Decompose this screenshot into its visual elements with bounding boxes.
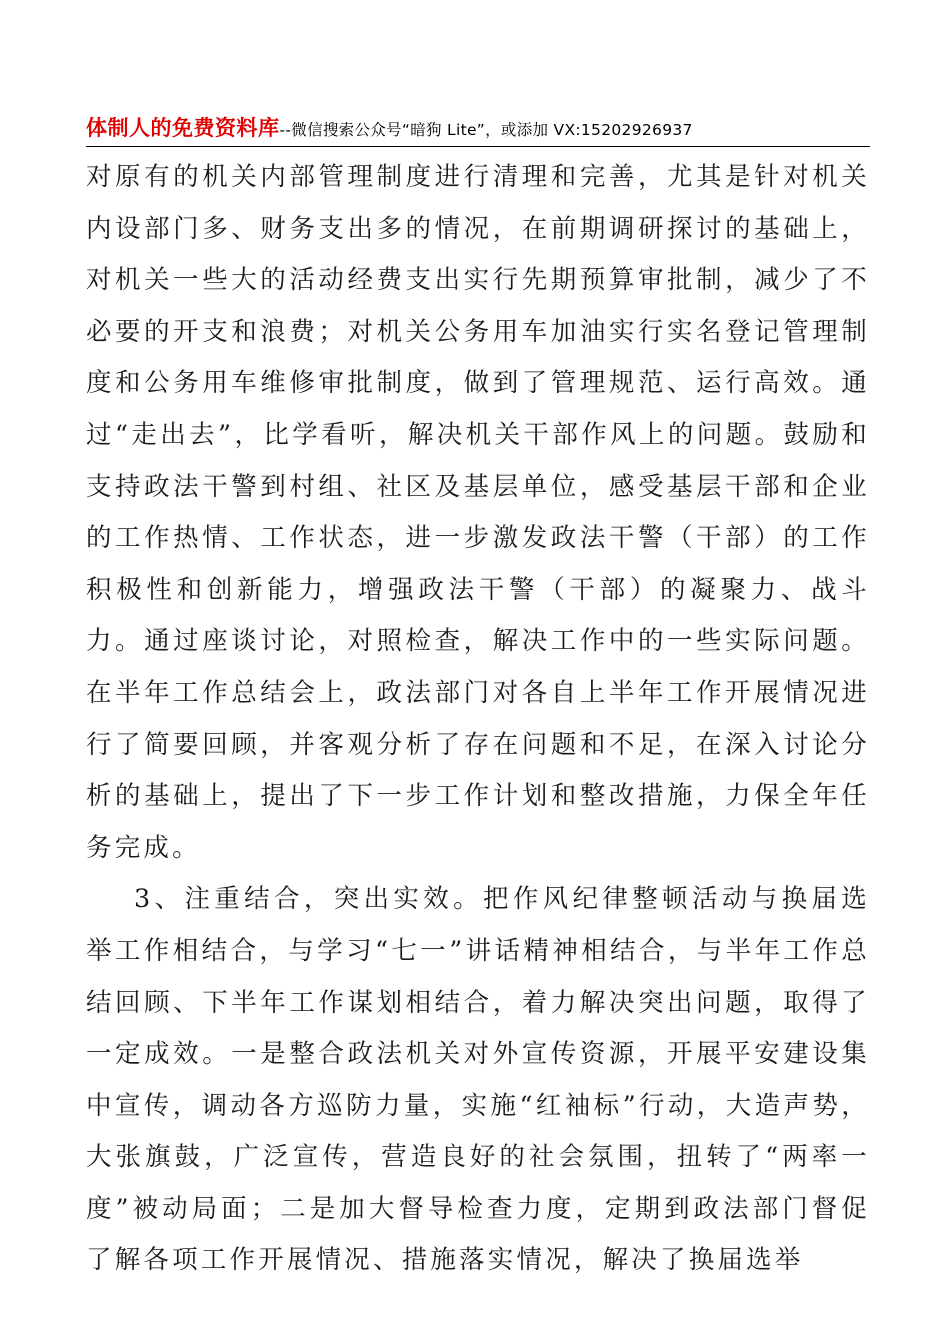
paragraph-section-3: 3、注重结合，突出实效。把作风纪律整顿活动与换届选举工作相结合，与学习“七一”讲话精神相结合，与半年工作总结回顾、下半年工作谋划相结合，着力解决突出问题，取得了一定成效。一是整合政法机关对外宣传资源，开展平安建设集中宣传，调动各方巡防力量，实施“红袖标”行动，大造声势，大张旗鼓，广泛宣传，营造良好的社会氛围，扭转了“两率一度”被动局面；二是加大督导检查力度，定期到政法部门督促了解各项工作开展情况、措施落实情况，解决了换届选举 (86, 884, 870, 1276)
page-header (86, 110, 870, 147)
paragraph-continued: 对原有的机关内部管理制度进行清理和完善，尤其是针对机关内设部门多、财务支出多的情况，在前期调研探讨的基础上，对机关一些大的活动经费支出实行先期预算审批制，减少了不必要的开支和浪费；对机关公务用车加油实行实名登记管理制度和公务用车维修审批制度，做到了管理规范、运行高效。通过“走出去”，比学看听，解决机关干部作风上的问题。鼓励和支持政法干警到村组、社区及基层单位，感受基层干部和企业的工作热情、工作状态，进一步激发政法干警（干部）的工作积极性和创新能力，增强政法干警（干部）的凝聚力、战斗力。通过座谈讨论，对照检查，解决工作中的一些实际问题。在半年工作总结会上，政法部门对各自上半年工作开展情况进行了简要回顾，并客观分析了存在问题和不足，在深入讨论分析的基础上，提出了下一步工作计划和整改措施，力保全年任务完成。 (86, 162, 870, 863)
header-note: --微信搜索公众号“暗狗 Lite”，或添加 VX:15202926937 (279, 121, 693, 139)
document-body (86, 152, 870, 1287)
header-brand: 体制人的免费资料库 (86, 116, 280, 140)
